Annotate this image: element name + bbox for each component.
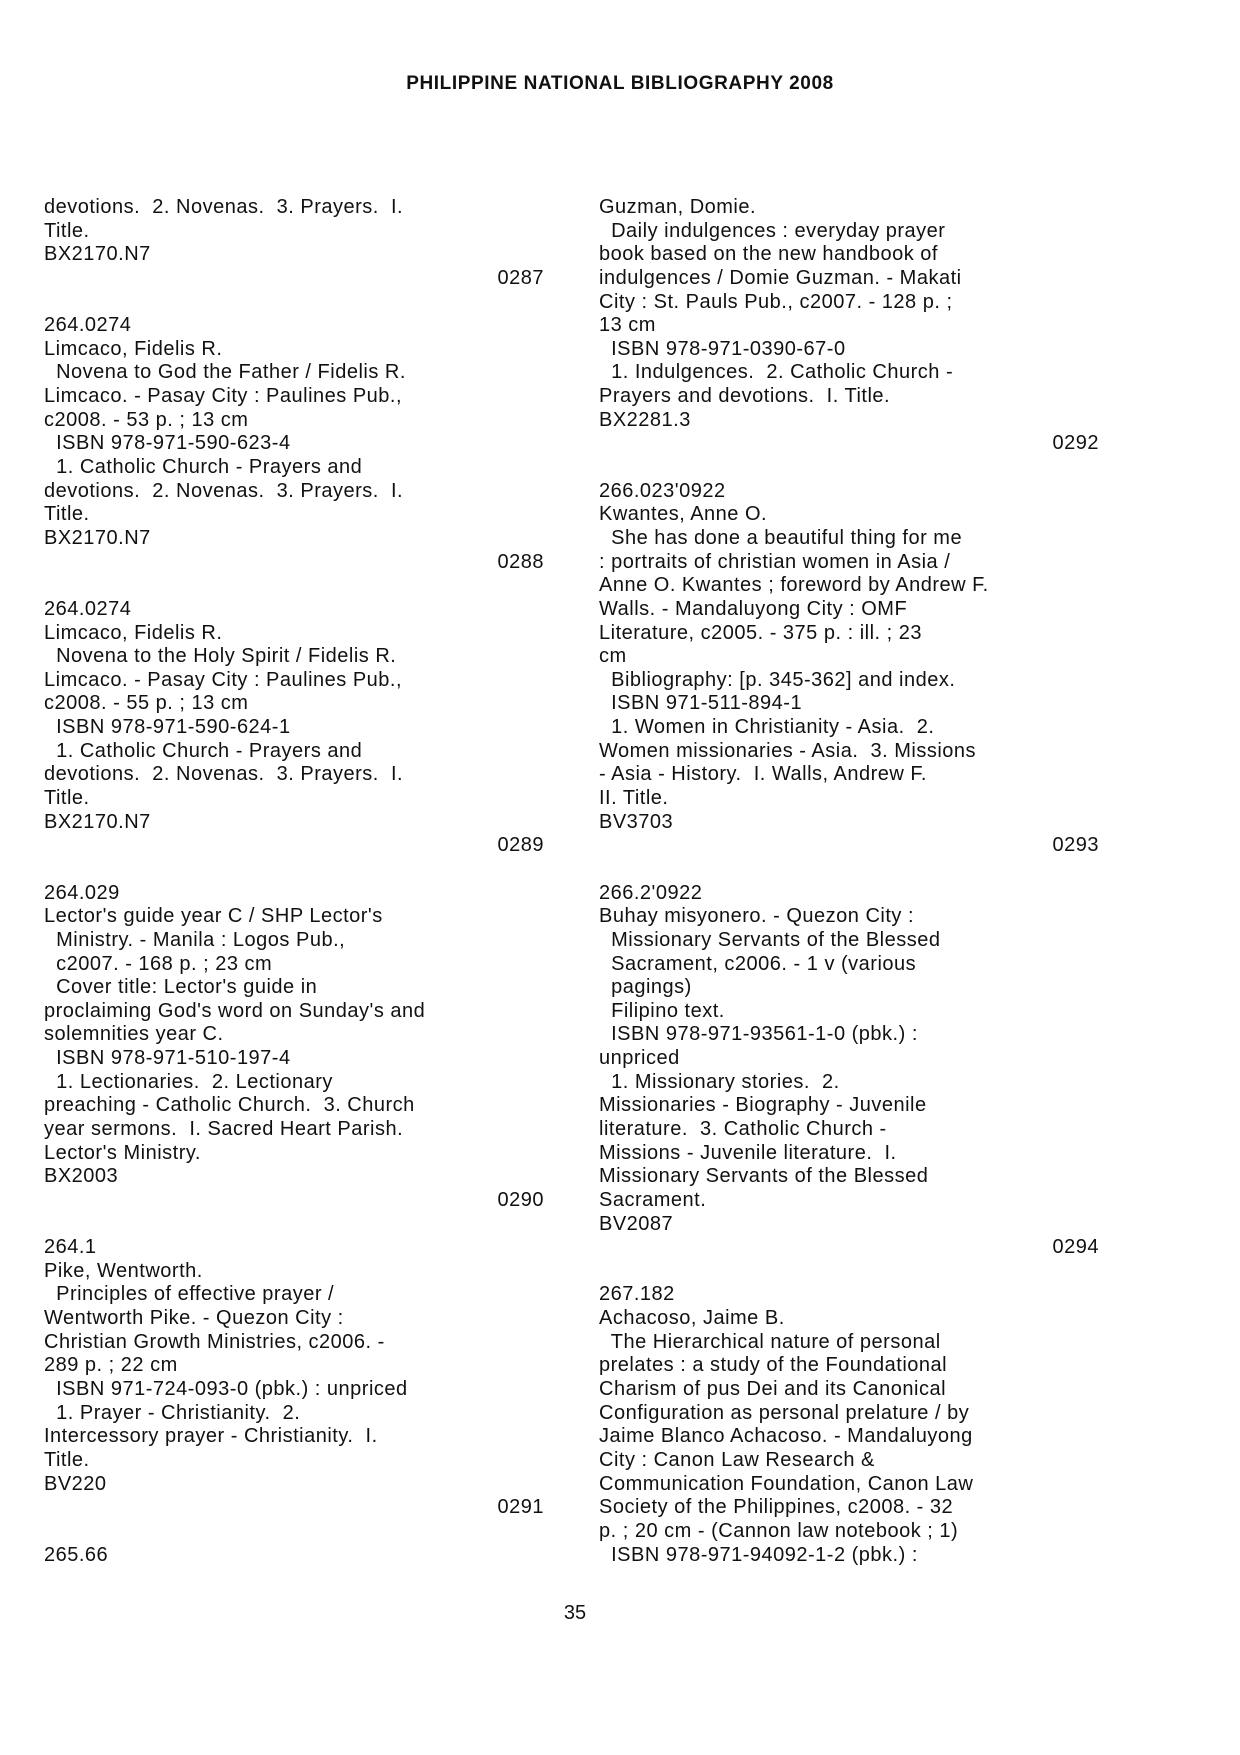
- entry-line: 1. Indulgences. 2. Catholic Church -: [599, 361, 954, 384]
- entry-line: Sacrament.: [599, 1188, 707, 1211]
- entry-line: Pike, Wentworth.: [44, 1259, 203, 1282]
- entry-line: Christian Growth Ministries, c2006. -: [44, 1330, 385, 1353]
- entry-line: BX2170.N7: [44, 243, 151, 266]
- entry-line: Limcaco, Fidelis R.: [44, 621, 223, 644]
- entry-line: Wentworth Pike. - Quezon City :: [44, 1307, 344, 1330]
- entry-line: devotions. 2. Novenas. 3. Prayers. I.: [44, 479, 404, 502]
- entry-line: Novena to God the Father / Fidelis R.: [44, 361, 406, 384]
- entry-line: 1. Missionary stories. 2.: [599, 1070, 840, 1093]
- entry-line: Title.: [44, 219, 90, 242]
- entry-line: unpriced: [599, 1047, 680, 1070]
- entry-line: 266.023'0922: [599, 479, 726, 502]
- entry-number: 0287: [497, 266, 544, 289]
- entry-line: BX2170.N7: [44, 810, 151, 833]
- entry-line: Title.: [44, 787, 90, 810]
- entry-line: BV3703: [599, 810, 674, 833]
- entry-spacer: [44, 574, 544, 598]
- entry-line: Limcaco, Fidelis R.: [44, 337, 223, 360]
- entry-line: Sacrament, c2006. - 1 v (various: [599, 952, 917, 975]
- entry-line: Bibliography: [p. 345-362] and index.: [599, 668, 956, 691]
- entry-line: c2008. - 55 p. ; 13 cm: [44, 692, 249, 715]
- entry-line: 289 p. ; 22 cm: [44, 1354, 178, 1377]
- entry-line: BV2087: [599, 1212, 674, 1235]
- entry-line: 13 cm: [599, 314, 656, 337]
- entry-line: Principles of effective prayer /: [44, 1283, 335, 1306]
- entry-line: She has done a beautiful thing for me: [599, 526, 963, 549]
- entry-spacer: [599, 456, 1099, 480]
- entry-line: Communication Foundation, Canon Law: [599, 1472, 974, 1495]
- entry-line: Achacoso, Jaime B.: [599, 1307, 785, 1330]
- entry-line: Literature, c2005. - 375 p. : ill. ; 23: [599, 621, 923, 644]
- entry-line: 264.0274: [44, 597, 132, 620]
- entry-spacer: [599, 858, 1099, 882]
- entry-line: Novena to the Holy Spirit / Fidelis R.: [44, 645, 397, 668]
- entry-line: City : St. Pauls Pub., c2007. - 128 p. ;: [599, 290, 953, 313]
- entry-line: BX2170.N7: [44, 526, 151, 549]
- entry-number: 0294: [1052, 1236, 1099, 1259]
- page-title: PHILIPPINE NATIONAL BIBLIOGRAPHY 2008: [406, 73, 834, 94]
- entry-number: 0293: [1052, 834, 1099, 857]
- entry-line: Title.: [44, 503, 90, 526]
- entry-line: The Hierarchical nature of personal: [599, 1330, 941, 1353]
- entry-line: devotions. 2. Novenas. 3. Prayers. I.: [44, 196, 404, 218]
- entry-line: 1. Women in Christianity - Asia. 2.: [599, 716, 935, 739]
- entry-number: 0289: [497, 834, 544, 857]
- entry-line: pagings): [599, 976, 692, 999]
- entry-line: book based on the new handbook of: [599, 243, 938, 266]
- entry-line: Daily indulgences : everyday prayer: [599, 219, 946, 242]
- entry-line: BX2003: [44, 1165, 119, 1188]
- entry-spacer: [44, 1213, 544, 1237]
- entry-line: Society of the Philippines, c2008. - 32: [599, 1496, 954, 1519]
- entry-line: Configuration as personal prelature / by: [599, 1401, 970, 1424]
- entry-line: c2008. - 53 p. ; 13 cm: [44, 408, 249, 431]
- entry-line: Charism of pus Dei and its Canonical: [599, 1378, 947, 1401]
- entry-line: cm: [599, 645, 627, 668]
- entry-line: Intercessory prayer - Christianity. I.: [44, 1425, 378, 1448]
- entry-line: Filipino text.: [599, 999, 725, 1022]
- entry-line: Guzman, Domie.: [599, 196, 757, 218]
- entry-line: solemnities year C.: [44, 1023, 224, 1046]
- entry-line: p. ; 20 cm - (Cannon law notebook ; 1): [599, 1519, 959, 1542]
- entry-line: ISBN 971-511-894-1: [599, 692, 803, 715]
- entry-line: devotions. 2. Novenas. 3. Prayers. I.: [44, 763, 404, 786]
- entry-line: Title.: [44, 1448, 90, 1471]
- entry-line: Lector's guide year C / SHP Lector's: [44, 905, 383, 928]
- entry-line: 264.1: [44, 1236, 97, 1259]
- entry-line: Missionary Servants of the Blessed: [599, 1165, 929, 1188]
- entry-spacer: [44, 1520, 544, 1544]
- entry-spacer: [44, 291, 544, 315]
- entry-line: proclaiming God's word on Sunday's and: [44, 999, 426, 1022]
- entry-line: Missionaries - Biography - Juvenile: [599, 1094, 927, 1117]
- entry-line: City : Canon Law Research &: [599, 1448, 875, 1471]
- entry-line: Jaime Blanco Achacoso. - Mandaluyong: [599, 1425, 973, 1448]
- entry-line: year sermons. I. Sacred Heart Parish.: [44, 1117, 404, 1140]
- entry-line: ISBN 971-724-093-0 (pbk.) : unpriced: [44, 1378, 408, 1401]
- entry-line: 1. Catholic Church - Prayers and: [44, 739, 363, 762]
- entry-line: Walls. - Mandaluyong City : OMF: [599, 597, 908, 620]
- entry-line: Cover title: Lector's guide in: [44, 976, 318, 999]
- entry-line: Missions - Juvenile literature. I.: [599, 1141, 897, 1164]
- entry-line: BV220: [44, 1472, 107, 1495]
- entry-line: prelates : a study of the Foundational: [599, 1354, 948, 1377]
- entry-line: - Asia - History. I. Walls, Andrew F.: [599, 763, 927, 786]
- entry-line: preaching - Catholic Church. 3. Church: [44, 1094, 415, 1117]
- entry-line: indulgences / Domie Guzman. - Makati: [599, 266, 962, 289]
- entry-line: 265.66: [44, 1543, 109, 1566]
- entry-line: ISBN 978-971-93561-1-0 (pbk.) :: [599, 1023, 918, 1046]
- entry-line: ISBN 978-971-94092-1-2 (pbk.) :: [599, 1543, 918, 1566]
- left-column: [44, 196, 544, 1567]
- entry-line: Ministry. - Manila : Logos Pub.,: [44, 928, 346, 951]
- entry-line: Limcaco. - Pasay City : Paulines Pub.,: [44, 668, 403, 691]
- entry-line: ISBN 978-971-0390-67-0: [599, 337, 846, 360]
- entry-line: BX2281.3: [599, 408, 691, 431]
- entry-number: 0292: [1052, 432, 1099, 455]
- entry-line: Buhay misyonero. - Quezon City :: [599, 905, 915, 928]
- page-number: 35: [563, 1602, 587, 1624]
- entry-line: ISBN 978-971-510-197-4: [44, 1047, 291, 1070]
- entry-line: Prayers and devotions. I. Title.: [599, 385, 891, 408]
- entry-line: Lector's Ministry.: [44, 1141, 201, 1164]
- entry-line: Limcaco. - Pasay City : Paulines Pub.,: [44, 385, 403, 408]
- right-column: [599, 196, 1099, 1567]
- entry-line: c2007. - 168 p. ; 23 cm: [44, 952, 273, 975]
- entry-line: literature. 3. Catholic Church -: [599, 1117, 887, 1140]
- entry-number: 0288: [497, 550, 544, 573]
- entry-line: 264.029: [44, 881, 120, 904]
- entry-line: Anne O. Kwantes ; foreword by Andrew F.: [599, 574, 989, 597]
- entry-spacer: [44, 858, 544, 882]
- entry-line: Women missionaries - Asia. 3. Missions: [599, 739, 977, 762]
- entry-line: II. Title.: [599, 787, 669, 810]
- entry-number: 0291: [497, 1496, 544, 1519]
- entry-line: : portraits of christian women in Asia /: [599, 550, 951, 573]
- entry-line: ISBN 978-971-590-624-1: [44, 716, 291, 739]
- entry-line: 266.2'0922: [599, 881, 703, 904]
- entry-spacer: [599, 1260, 1099, 1284]
- entry-line: 1. Catholic Church - Prayers and: [44, 456, 363, 479]
- entry-line: 1. Prayer - Christianity. 2.: [44, 1401, 301, 1424]
- entry-line: 1. Lectionaries. 2. Lectionary: [44, 1070, 333, 1093]
- entry-line: 264.0274: [44, 314, 132, 337]
- entry-line: ISBN 978-971-590-623-4: [44, 432, 291, 455]
- entry-line: 267.182: [599, 1283, 675, 1306]
- entry-line: Missionary Servants of the Blessed: [599, 928, 941, 951]
- entry-line: Kwantes, Anne O.: [599, 503, 768, 526]
- entry-number: 0290: [497, 1188, 544, 1211]
